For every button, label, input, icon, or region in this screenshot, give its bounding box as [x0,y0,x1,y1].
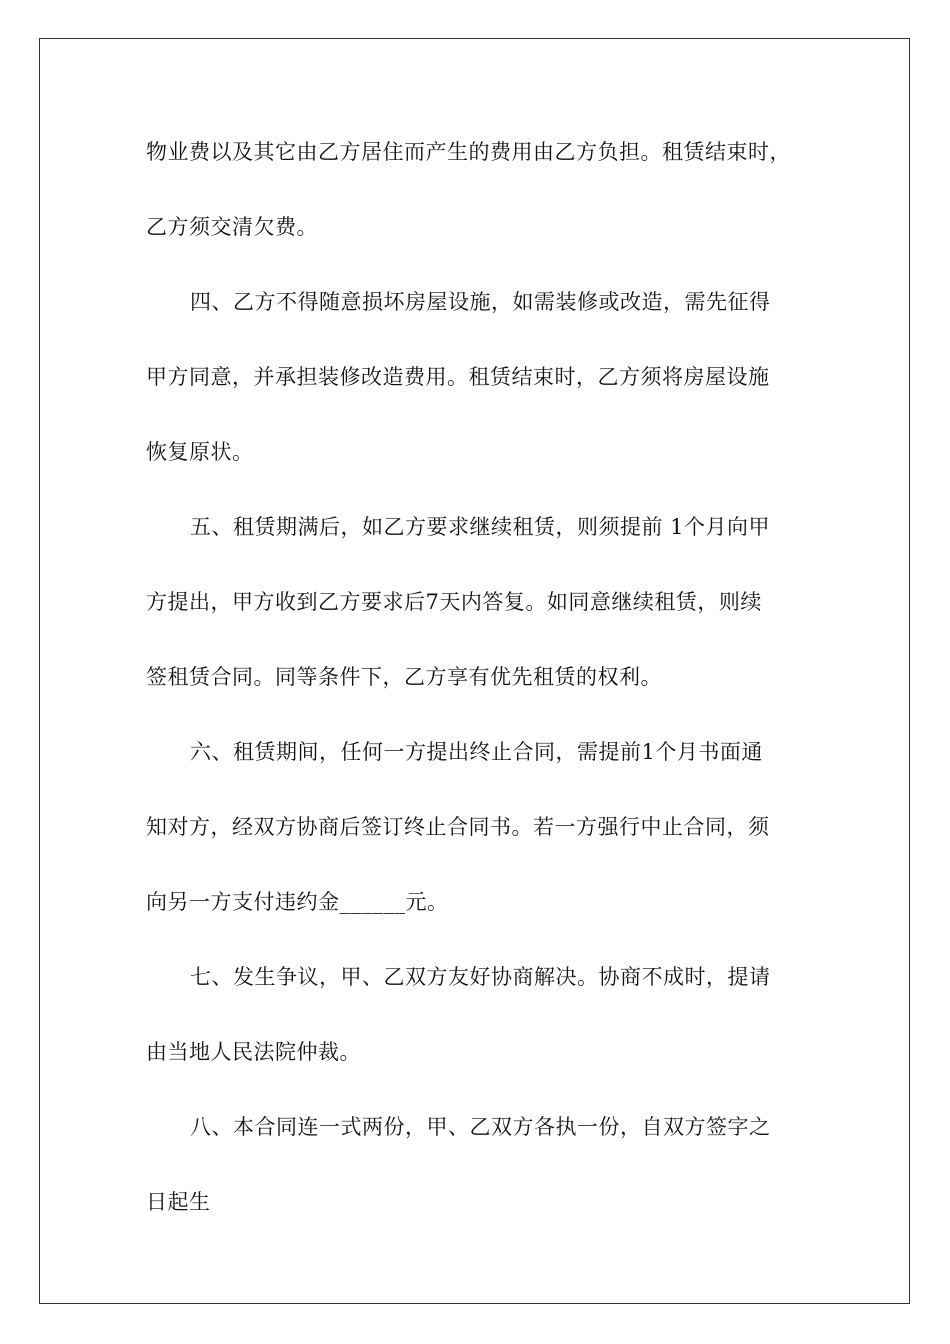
paragraph-line: 签租赁合同。同等条件下，乙方享有优先租赁的权利。 [146,665,662,689]
paragraph-line: 甲方同意，并承担装修改造费用。租赁结束时，乙方须将房屋设施 [146,365,770,389]
clause-five-line: 五、租赁期满后，如乙方要求继续租赁，则须提前 1个月向甲 [190,515,771,539]
clause-seven-line: 七、发生争议，甲、乙双方友好协商解决。协商不成时，提请 [190,965,771,989]
paragraph-line: 物业费以及其它由乙方居住而产生的费用由乙方负担。租赁结束时， [146,140,791,164]
paragraph-line: 乙方须交清欠费。 [146,215,318,239]
paragraph-line: 恢复原状。 [146,440,254,464]
paragraph-line: 日起生 [146,1190,211,1214]
clause-four-line: 四、乙方不得随意损坏房屋设施，如需装修或改造，需先征得 [190,290,771,314]
paragraph-line: 向另一方支付违约金______元。 [146,890,449,914]
clause-eight-line: 八、本合同连一式两份，甲、乙双方各执一份，自双方签字之 [190,1115,771,1139]
paragraph-line: 由当地人民法院仲裁。 [146,1040,361,1064]
paragraph-line: 知对方，经双方协商后签订终止合同书。若一方强行中止合同，须 [146,815,770,839]
clause-six-line: 六、租赁期间，任何一方提出终止合同，需提前1个月书面通 [190,740,763,764]
paragraph-line: 方提出，甲方收到乙方要求后7天内答复。如同意继续租赁，则续 [146,590,762,614]
